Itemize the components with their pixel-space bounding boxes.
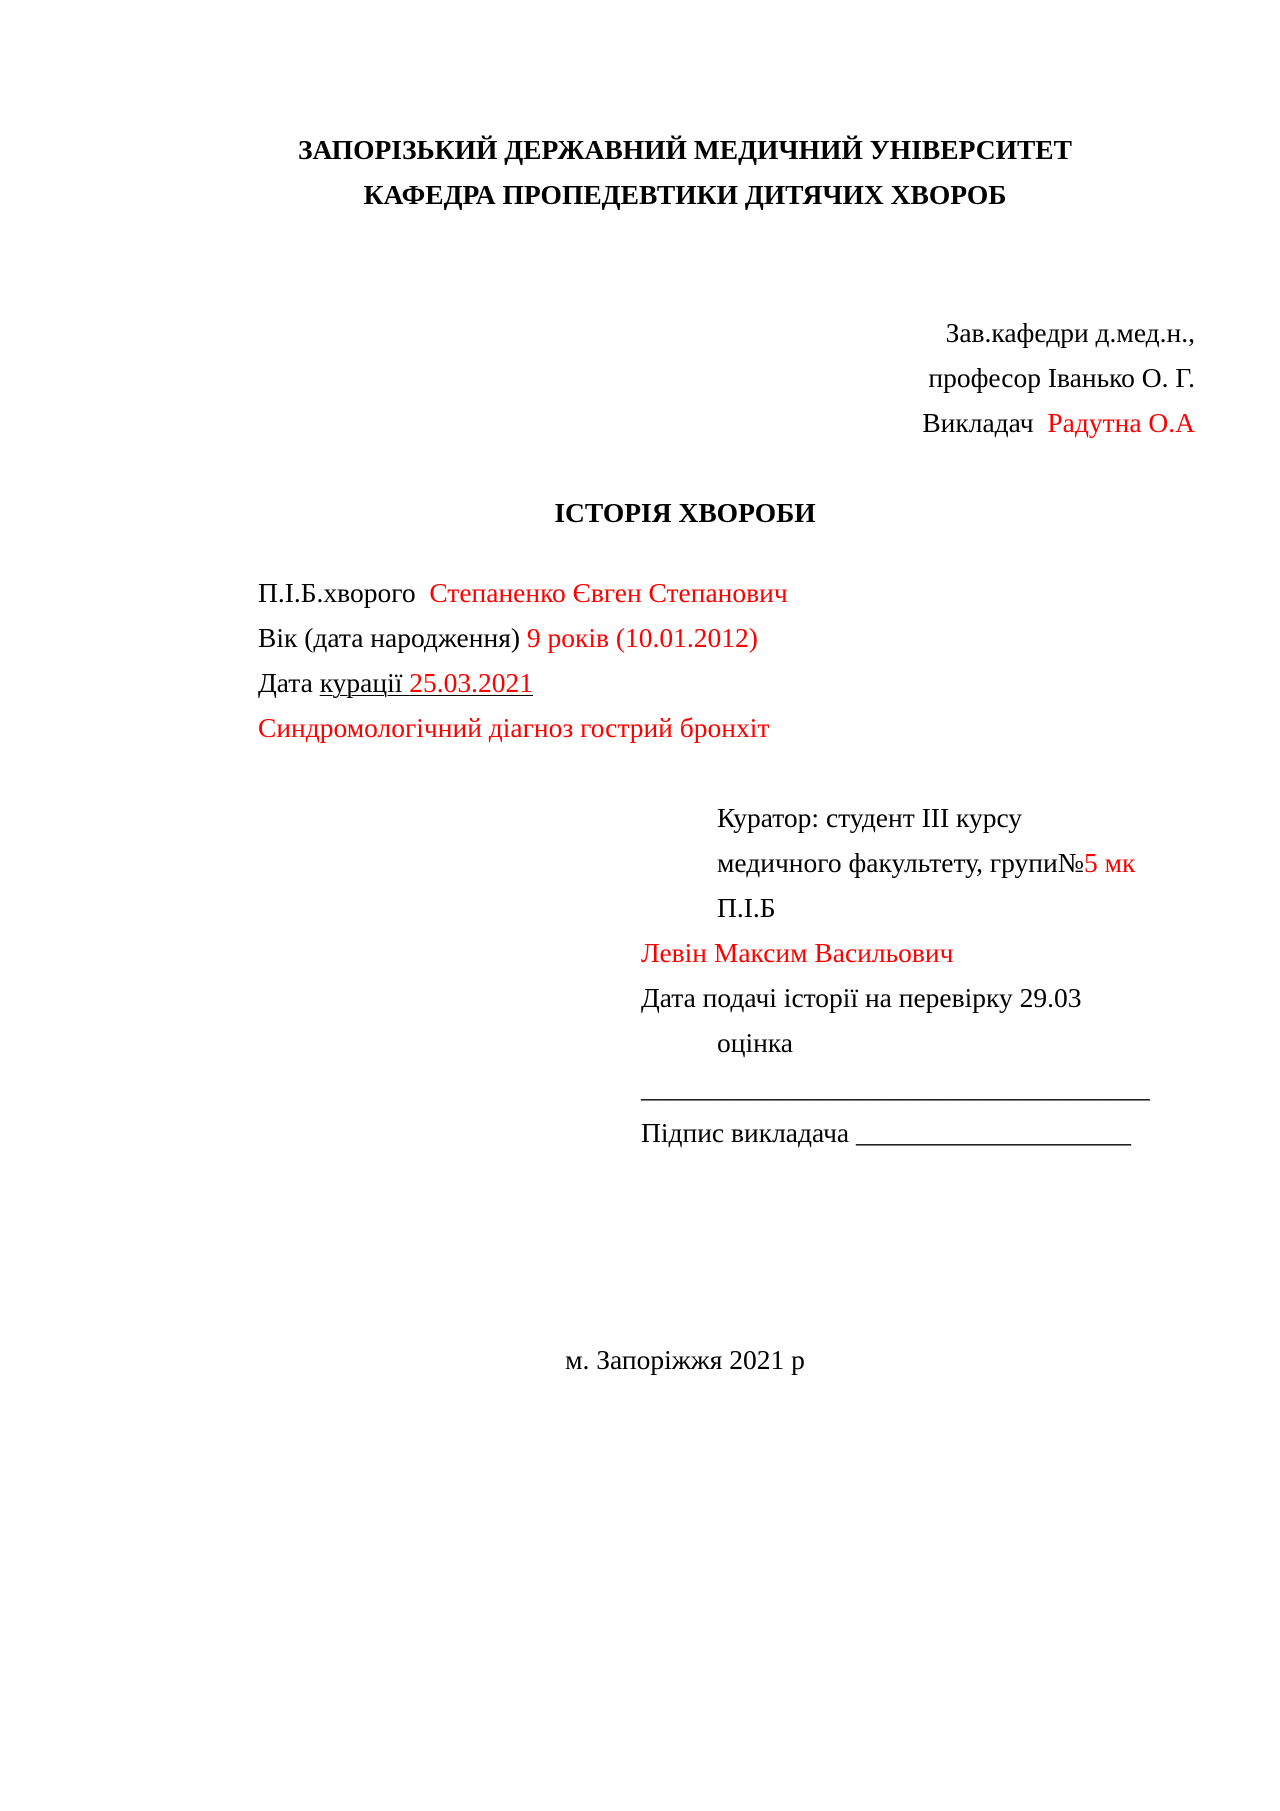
submission-date: Дата подачі історії на перевірку 29.03 (641, 982, 1082, 1013)
patient-name-line (258, 576, 788, 610)
department-name: КАФЕДРА ПРОПЕДЕВТИКИ ДИТЯЧИХ ХВОРОБ (363, 179, 1007, 210)
student-name: Левін Максим Васильович (641, 937, 954, 968)
curation-word: курації (319, 667, 403, 698)
curation-date-value: 25.03.2021 (409, 667, 533, 698)
teacher-signature-line: Підпис викладача ____________________ (641, 1117, 1132, 1148)
patient-name-value: Степаненко Євген Степанович (429, 577, 788, 608)
professor-line: професор Іванько О. Г. (928, 362, 1195, 393)
curation-label-underlined (320, 667, 533, 698)
document-title: ІСТОРІЯ ХВОРОБИ (554, 497, 816, 528)
teacher-name: Радутна О.А (1047, 407, 1195, 438)
university-name: ЗАПОРІЗЬКИЙ ДЕРЖАВНИЙ МЕДИЧНИЙ УНІВЕРСИТЕТ (297, 134, 1072, 165)
curator-line: Куратор: студент ІІІ курсу (717, 802, 1023, 833)
patient-age-value: 9 років (10.01.2012) (526, 622, 758, 653)
curator-faculty-text: медичного факультету, групи№ (717, 847, 1084, 878)
syndromic-diagnosis: Синдромологічний діагноз гострий бронхіт (258, 712, 770, 743)
teacher-label: Викладач (922, 407, 1034, 438)
curator-faculty-line (717, 846, 1135, 880)
curation-date-label: Дата (258, 667, 313, 698)
patient-age-label: Вік (дата народження) (258, 622, 521, 653)
curator-name-label: П.І.Б (717, 892, 776, 923)
grade-blank-line: _____________________________________ (641, 1072, 1150, 1103)
patient-name-label: П.І.Б.хворого (258, 577, 416, 608)
curation-date-line (258, 666, 533, 700)
grade-label: оцінка (717, 1027, 793, 1058)
city-year: м. Запоріжжя 2021 р (565, 1344, 805, 1375)
head-of-department-line: Зав.кафедри д.мед.н., (945, 317, 1195, 348)
teacher-line (922, 406, 1195, 440)
curator-group: 5 мк (1083, 847, 1136, 878)
patient-age-line (258, 621, 758, 655)
